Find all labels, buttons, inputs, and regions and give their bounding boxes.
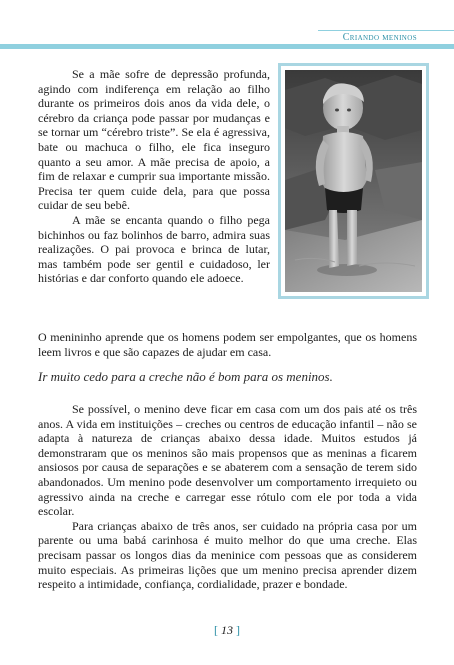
paragraph-2: A mãe se encanta quando o filho pega bichinhos ou faz bolinhos de barro, admira suas realizações. O pai provoca e brinca de lutar, mas também pode ser gentil e cuidadoso, ler histórias e dar conforto quando ele adoece. [38, 212, 270, 286]
folio-open-bracket: [ [214, 623, 218, 637]
continuation-text [38, 330, 417, 359]
lower-text-block [38, 402, 417, 592]
header-rule [318, 30, 454, 31]
page-number-value: 13 [221, 623, 233, 637]
running-head-title: Criando meninos [339, 32, 417, 43]
photo-frame [278, 63, 429, 299]
paragraph-2-continuation: O menininho aprende que os homens podem ser empolgantes, que os homens leem livros e que são capazes de ajudar em casa. [38, 330, 417, 359]
paragraph-4: Para crianças abaixo de três anos, ser cuidado na própria casa por um parente ou uma babá carinhosa é muito melhor do que uma creche. Elas precisam passar os longos dias da meninice com pessoas que as considerem muito especiais. As primeiras lições que um menino precisa aprender dizem respeito a intimidade, confiança, cordialidade, prazer e bondade. [38, 518, 417, 592]
paragraph-3: Se possível, o menino deve ficar em casa com um dos pais até os três anos. A vida em instituições – creches ou centros de educação infantil – não se adapta à natureza de crianças abaixo dessa idade. Muitos estudos já demonstraram que os meninos são mais propensos que as meninas a ficarem ansiosos por causa de separações e se abaterem com a sensação de terem sido abandonados. Um menino pode desenvolver um comportamento irrequieto ou agressivo ainda na creche e carregar esse rótulo com ele por toda a vida escolar. [38, 402, 417, 519]
header-bar [0, 44, 454, 49]
upper-text-column [38, 67, 270, 286]
paragraph-1: Se a mãe sofre de depressão profunda, agindo com indiferença em relação ao filho durante os primeiros dois anos da vida dele, o cérebro da criança pode passar por mudanças e se tornar um “cérebro triste”. Se ela é agressiva, bate ou machuca o filho, ele fica inseguro quanto a seu amor. A mãe precisa de apoio, a fim de relaxar e cumprir sua importante missão. Precisa ter quem cuide dela, para que possa cuidar de seu bebê. [38, 67, 270, 213]
toddler-photo [285, 70, 422, 292]
folio-close-bracket: ] [236, 623, 240, 637]
running-head [0, 0, 454, 51]
section-subheading: Ir muito cedo para a creche não é bom para os meninos. [38, 369, 333, 384]
page-number [0, 623, 454, 638]
